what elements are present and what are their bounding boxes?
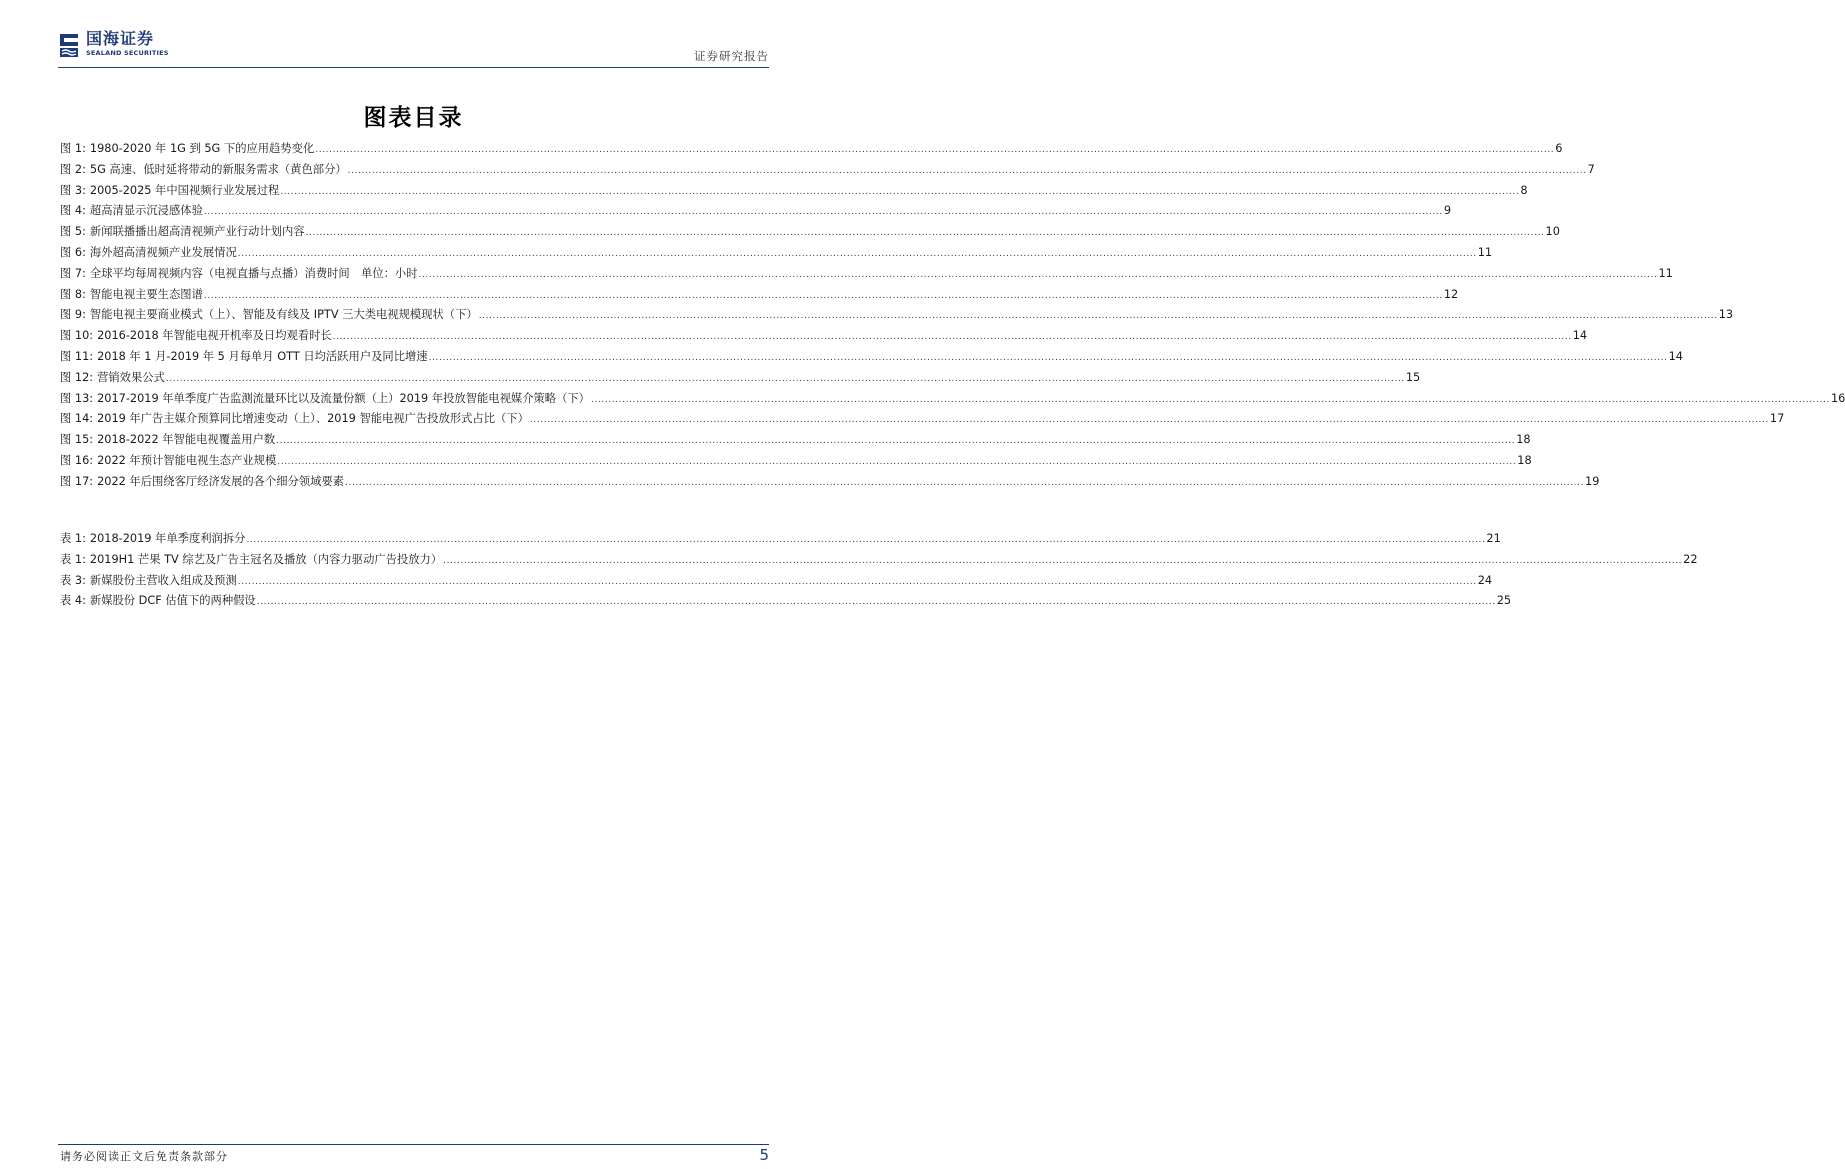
page-number: 5 [759, 1146, 769, 1164]
toc-entry-label: 图 6: [60, 245, 86, 259]
dot-leader [257, 592, 1496, 613]
dot-leader [479, 306, 1718, 327]
toc-entry-page: 17 [1769, 412, 1785, 426]
toc-entry-page: 15 [1405, 370, 1421, 384]
toc-entry-title: 2019 年广告主媒介预算同比增速变动（上）、2019 智能电视广告投放形式占比（下） [97, 412, 529, 426]
dot-leader [204, 286, 1443, 307]
toc-entry-title: 新媒股份主营收入组成及预测 [89, 573, 237, 587]
figure-toc-entry[interactable] [60, 201, 1452, 222]
toc-entry-label: 表 1: [60, 532, 86, 545]
dot-leader [591, 390, 1830, 411]
dot-leader [238, 572, 1477, 593]
toc-entry-label: 图 11: [60, 349, 94, 363]
figure-toc-entry[interactable] [60, 222, 1560, 243]
logo-english-name: SEALAND SECURITIES [86, 49, 169, 58]
toc-entry-label: 图 17: [60, 474, 94, 488]
toc-entry-page: 14 [1668, 349, 1683, 363]
toc-entry-title: 营销效果公式 [97, 370, 165, 384]
figure-toc-entry[interactable] [60, 326, 1588, 347]
toc-entry-title: 2018-2022 年智能电视覆盖用户数 [97, 433, 276, 447]
toc-entry-label: 表 1: [60, 552, 86, 566]
page-header [58, 30, 769, 66]
toc-entry-page: 7 [1587, 162, 1595, 176]
dot-leader [530, 410, 1769, 431]
dot-leader [345, 473, 1584, 494]
figure-list [60, 139, 1845, 493]
dot-leader [315, 140, 1554, 161]
toc-entry-page: 9 [1443, 204, 1452, 218]
figure-toc-entry[interactable] [60, 181, 1528, 202]
sealand-logo-icon [58, 30, 80, 58]
toc-entry-page: 14 [1572, 329, 1588, 343]
company-logo [58, 30, 169, 58]
dot-leader [204, 202, 1443, 223]
toc-entry-label: 图 15: [60, 433, 94, 447]
table-list [60, 529, 1698, 612]
toc-entry-page: 19 [1585, 474, 1600, 488]
toc-entry-title: 2022 年后围绕客厅经济发展的各个细分领域要素 [97, 474, 345, 488]
logo-chinese-name: 国海证券 [86, 29, 155, 49]
toc-entry-page: 11 [1658, 266, 1673, 280]
figure-toc-entry[interactable] [60, 160, 1595, 181]
toc-entry-title: 5G 高速、低时延将带动的新服务需求（黄色部分） [89, 162, 347, 176]
figure-toc-entry[interactable] [60, 139, 1563, 160]
footer-disclaimer: 请务必阅读正文后免责条款部分 [60, 1150, 228, 1163]
toc-entry-page: 10 [1545, 225, 1560, 239]
toc-entry-page: 8 [1520, 183, 1528, 197]
toc-entry-label: 图 13: [60, 391, 94, 405]
toc-entry-page: 18 [1516, 433, 1531, 447]
table-toc-entry[interactable] [60, 529, 1501, 550]
page-title: 图表目录 [363, 104, 464, 131]
dot-leader [280, 182, 1519, 203]
toc-entry-label: 图 2: [60, 162, 86, 176]
figure-toc-entry[interactable] [60, 305, 1734, 326]
toc-entry-label: 表 4: [60, 594, 86, 608]
toc-entry-title: 2019H1 芒果 TV 综艺及广告主冠名及播放（内容力驱动广告投放力） [89, 552, 443, 566]
toc-entry-page: 25 [1496, 594, 1512, 608]
table-toc-entry[interactable] [60, 550, 1698, 571]
dot-leader [443, 551, 1682, 572]
dot-leader [419, 265, 1658, 286]
toc-entry-page: 13 [1718, 308, 1734, 322]
toc-entry-title: 2005-2025 年中国视频行业发展过程 [89, 183, 280, 197]
dot-leader [333, 327, 1572, 348]
toc-entry-label: 图 14: [60, 412, 94, 426]
toc-entry-page: 21 [1486, 532, 1501, 545]
figure-toc-entry[interactable] [60, 472, 1600, 493]
figure-toc-entry[interactable] [60, 389, 1845, 410]
figure-toc-entry[interactable] [60, 430, 1531, 451]
toc-entry-title: 超高清显示沉浸感体验 [89, 204, 203, 218]
report-type-label: 证券研究报告 [694, 49, 769, 63]
toc-entry-title: 新闻联播播出超高清视频产业行动计划内容 [89, 225, 305, 239]
dot-leader [276, 431, 1515, 452]
toc-entry-title: 智能电视主要生态图谱 [89, 287, 203, 301]
toc-entry-title: 2016-2018 年智能电视开机率及日均观看时长 [97, 329, 332, 343]
dot-leader [166, 369, 1405, 390]
toc-entry-title: 2017-2019 年单季度广告监测流量环比以及流量份额（上）2019 年投放智能电视媒介策略（下） [97, 391, 590, 405]
toc-entry-page: 24 [1477, 573, 1493, 587]
toc-entry-label: 图 9: [60, 308, 86, 322]
toc-entry-page: 6 [1555, 142, 1563, 155]
figure-toc-entry[interactable] [60, 285, 1459, 306]
figure-toc-entry[interactable] [60, 409, 1785, 430]
toc-entry-title: 智能电视主要商业模式（上）、智能及有线及 IPTV 三大类电视规模现状（下） [89, 308, 478, 322]
toc-entry-title: 2018-2019 年单季度利润拆分 [89, 532, 246, 545]
toc-entry-page: 16 [1830, 391, 1845, 405]
toc-entry-title: 1980-2020 年 1G 到 5G 下的应用趋势变化 [89, 142, 315, 155]
dot-leader [306, 223, 1545, 244]
toc-entry-label: 图 16: [60, 453, 94, 467]
table-toc-entry[interactable] [60, 571, 1493, 592]
dot-leader [277, 452, 1516, 473]
figure-toc-entry[interactable] [60, 451, 1532, 472]
toc-entry-label: 图 3: [60, 183, 86, 197]
toc-entry-title: 2018 年 1 月-2019 年 5 月每单月 OTT 日均活跃用户及同比增速 [97, 349, 428, 363]
toc-entry-label: 图 7: [60, 266, 86, 280]
toc-entry-label: 表 3: [60, 573, 86, 587]
figure-toc-entry[interactable] [60, 243, 1493, 264]
toc-entry-page: 12 [1443, 287, 1459, 301]
toc-entry-page: 18 [1517, 453, 1532, 467]
toc-entry-title: 2022 年预计智能电视生态产业规模 [97, 453, 277, 467]
toc-entry-label: 图 8: [60, 287, 86, 301]
toc-entry-page: 22 [1683, 552, 1698, 566]
dot-leader [429, 348, 1668, 369]
dot-leader [246, 530, 1485, 551]
toc-entry-page: 11 [1477, 245, 1493, 259]
figure-toc-entry[interactable] [60, 347, 1683, 368]
toc-entry-title: 全球平均每周视频内容（电视直播与点播）消费时间 单位：小时 [89, 266, 418, 280]
toc-entry-label: 图 4: [60, 204, 86, 218]
toc-entry-label: 图 5: [60, 225, 86, 239]
toc-entry-label: 图 1: [60, 142, 86, 155]
footer-divider [58, 1144, 769, 1145]
figure-toc-entry[interactable] [60, 264, 1673, 285]
header-divider [58, 67, 769, 68]
toc-entry-title: 海外超高清视频产业发展情况 [89, 245, 237, 259]
dot-leader [238, 244, 1477, 265]
toc-entry-label: 图 12: [60, 370, 94, 384]
table-toc-entry[interactable] [60, 591, 1512, 612]
toc-entry-label: 图 10: [60, 329, 94, 343]
toc-entry-title: 新媒股份 DCF 估值下的两种假设 [89, 594, 256, 608]
figure-toc-entry[interactable] [60, 368, 1421, 389]
dot-leader [348, 161, 1587, 182]
